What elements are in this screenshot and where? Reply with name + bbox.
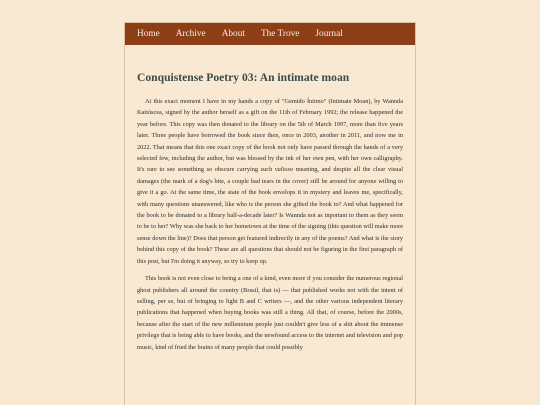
paragraph-1-text-a: At this exact moment I have in my hands a copy of "Gemido Íntimo" (Intimate Moan), by Wannda Katiúscea, signed by the author herself as a gift on the 11th of February 1992; the release happened the year before. This copy was then donated to the library on the 5th of March 1997, more than five years later. Three people have borrowed the book since then, once in 2003, another in 2011, and now me in 2022. That means that this one exact copy of the book not only have passed through the hands of a very selected few, including the author, but was blessed by the ink of her own pen, with her own calligraphy. It's rare to see something so obscure carrying such	[137, 98, 403, 174]
nav-archive-link[interactable]: Archive	[175, 29, 206, 39]
top-nav	[125, 23, 415, 45]
nav-journal-link[interactable]: Journal	[315, 29, 343, 39]
nav-the-trove-link[interactable]: The Trove	[260, 29, 300, 39]
nav-about-link[interactable]: About	[221, 29, 245, 39]
paragraph-1-text-b: meaning, and despite all the clear visual damages (the mark of a dog's bite, a couple bad tears in the cover) still be around for anyone willing to give it a go. At the same time, the state of the book envelops it in mystery and leaves me, specifically, with many questions unanswered, like who is the person she gifted the book to? And what happened for the book to be donated to a library half-a-decade later? Is Wannda not as inportant to them as they seem to be to her? Why was she back to her hometown at the time of the signing (this question will make more sense down the line)? Does that person get featured indirectly in any of the poems? And what is the story behind this copy of the book? These are all questions that should not be figuring in the first paragraph of this post, but I'm doing it anyway, so try to keep up.	[137, 166, 403, 265]
nav-home-link[interactable]: Home	[137, 29, 160, 39]
paragraph-1-emphasis: valioso	[274, 166, 294, 174]
post-paragraph-1	[137, 96, 403, 267]
post-content	[125, 45, 415, 353]
post-paragraph-2: This book is not even close to being a one of a kind, even more if you consider the numerous regional ghost publishers all around the country (Brasil, that is) — that published works not with the intent of selling, per se, but of bringing to light B and C writers —, and the other various independent literary publications that happened when buying books was still a thing. All that, of course, before the 2000s, because after the start of the new millennium people just couldn't give less of a shit about the immense privilege that is being able to have books, and the newfound access to the internet and television and pop music, kind of fried the brains of many people that could possibly	[137, 275, 403, 351]
post-title: Conquistense Poetry 03: An intimate moan	[137, 71, 350, 84]
post-page	[124, 22, 416, 405]
